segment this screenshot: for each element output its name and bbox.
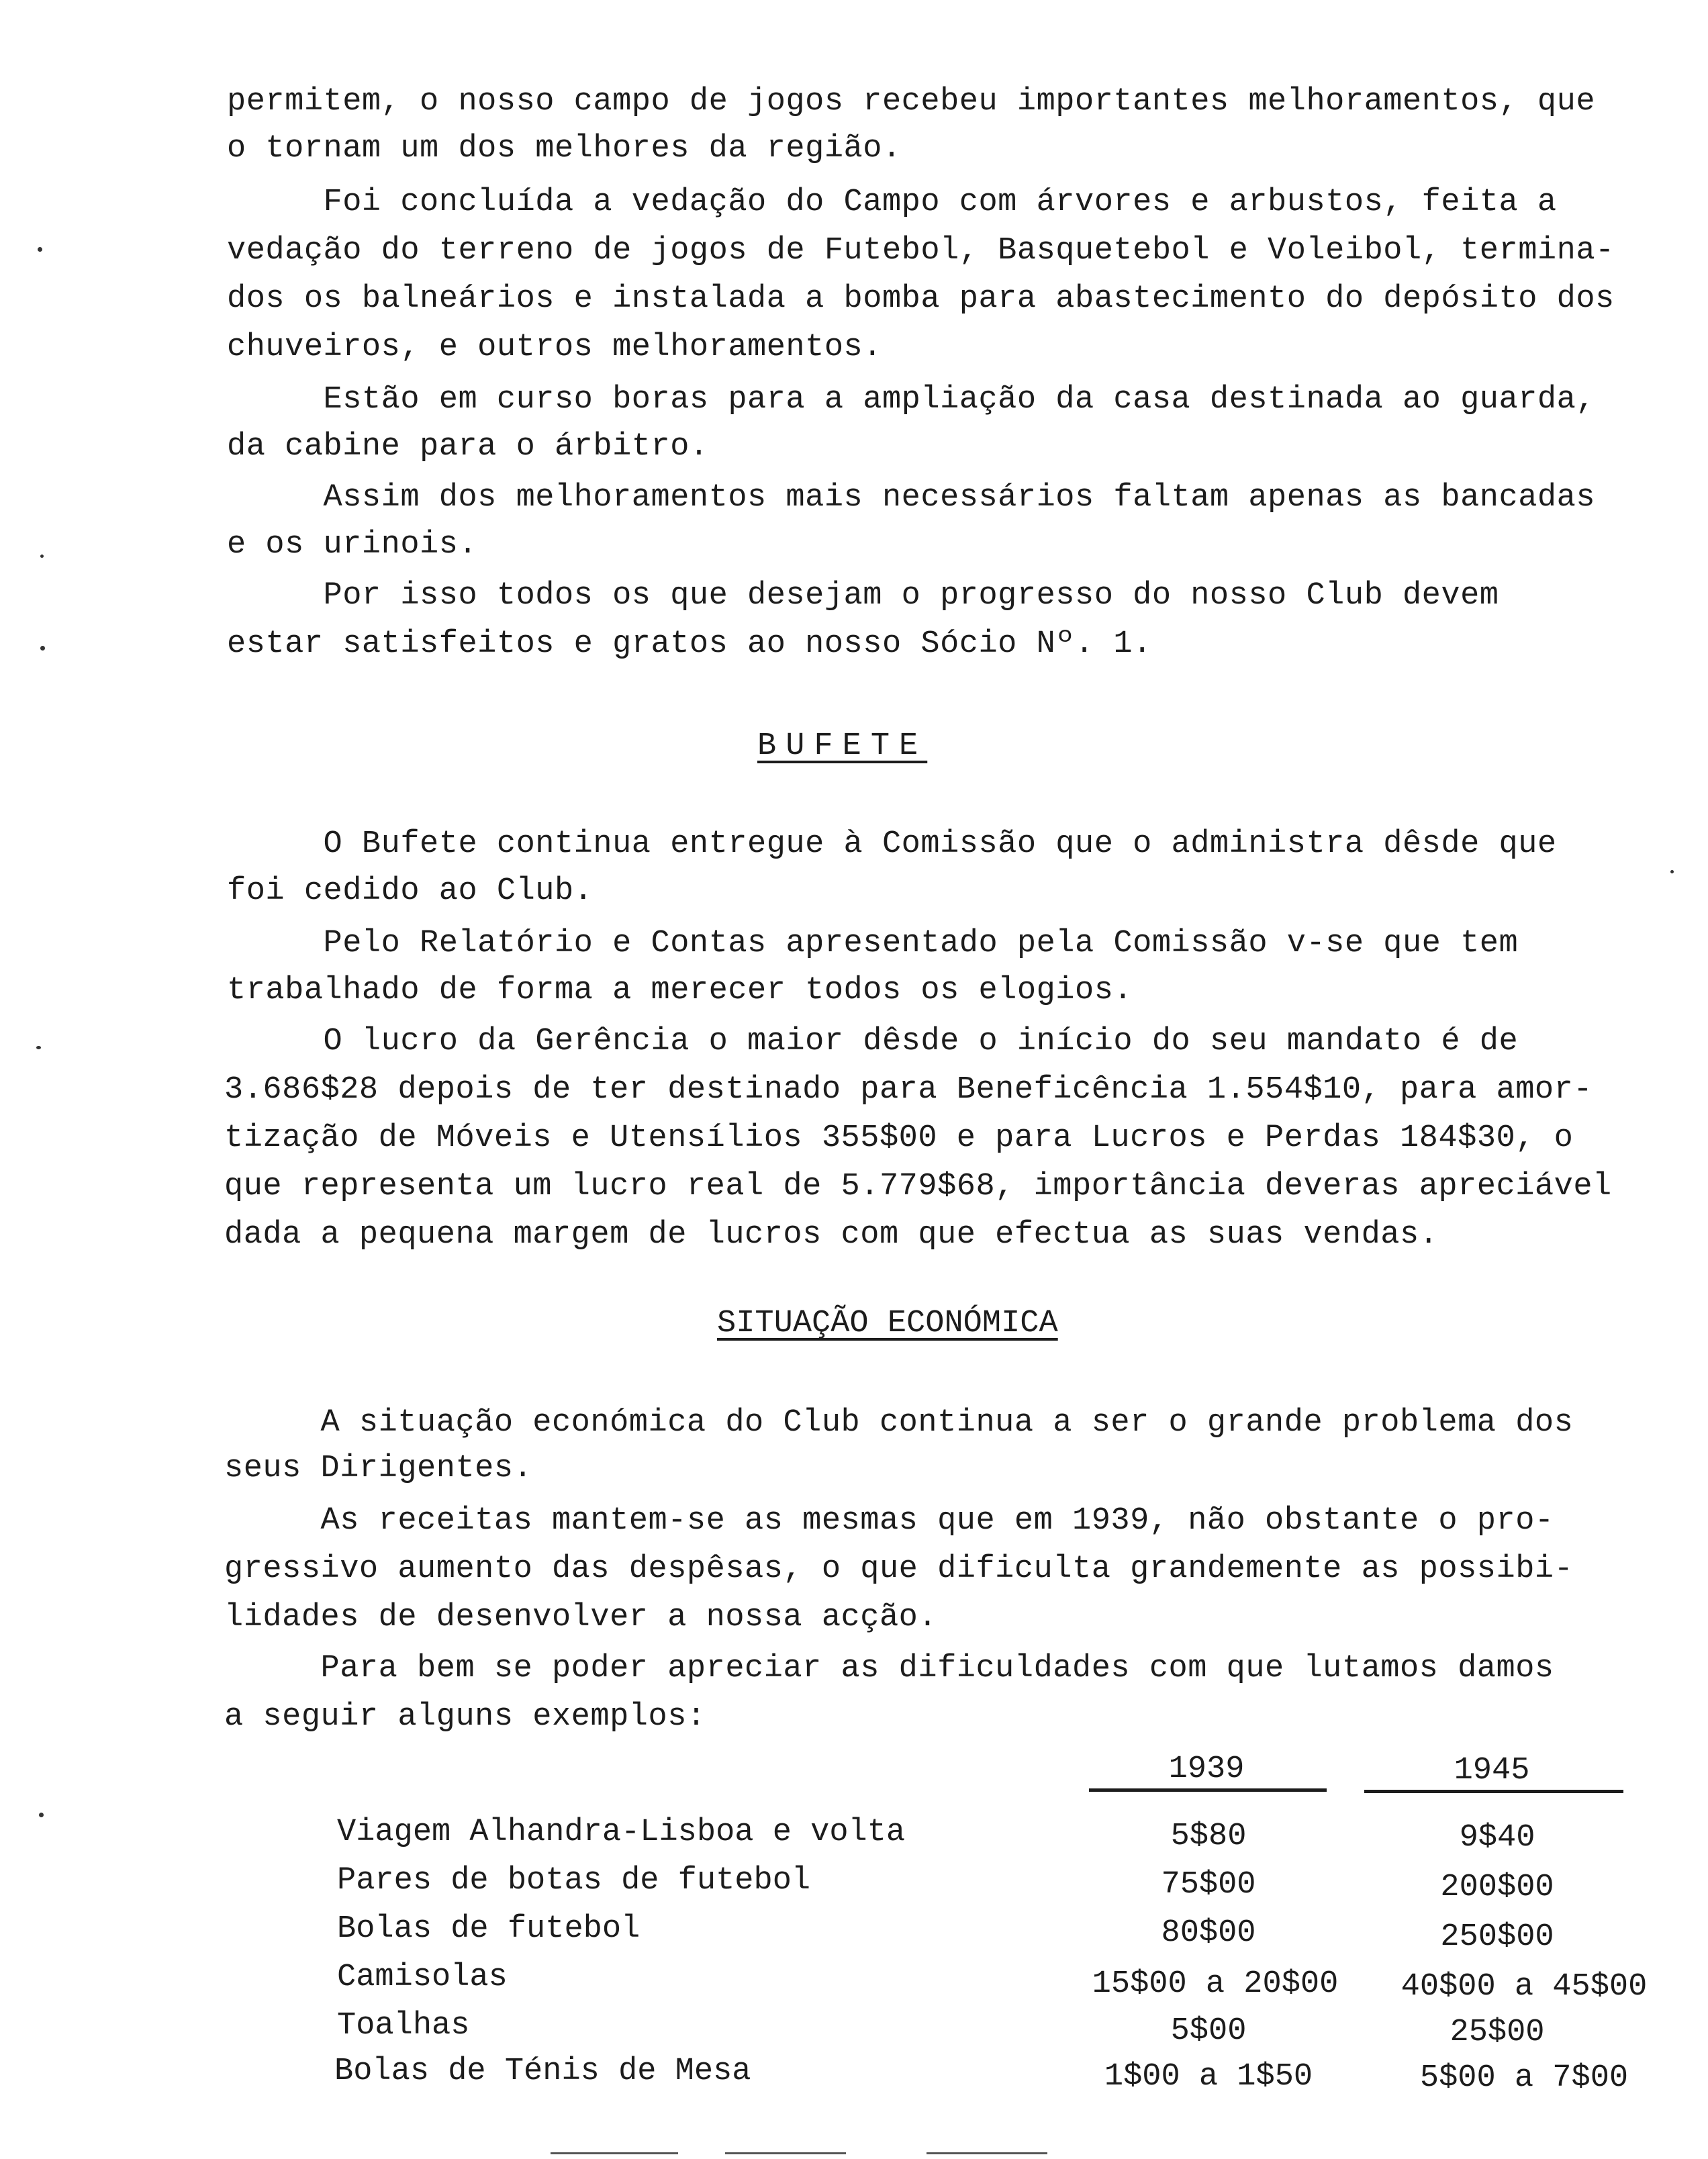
paragraph-line: Pelo Relatório e Contas apresentado pela Comissão v-se que tem (227, 926, 1519, 961)
paragraph-line: o tornam um dos melhores da região. (227, 131, 902, 166)
scan-speck (40, 646, 45, 651)
paragraph-line: estar satisfeitos e gratos ao nosso Sócio Nº. 1. (227, 626, 1152, 662)
paragraph-line: e os urinois. (227, 527, 478, 563)
table-cell-1945: 25$00 (1450, 2015, 1545, 2050)
paragraph-line: A situação económica do Club continua a ser o grande problema dos (224, 1405, 1574, 1441)
table-cell-1945: 250$00 (1440, 1919, 1554, 1955)
table-cell-1945: 200$00 (1440, 1870, 1554, 1905)
paragraph-line: 3.686$28 depois de ter destinado para Beneficência 1.554$10, para amor- (224, 1072, 1593, 1108)
paragraph-line: gressivo aumento das despêsas, o que dificulta grandemente as possibi- (224, 1551, 1574, 1587)
table-cell-1939: 75$00 (1161, 1867, 1256, 1903)
paragraph-line: chuveiros, e outros melhoramentos. (227, 330, 882, 365)
paragraph-line: tização de Móveis e Utensílios 355$00 e para Lucros e Perdas 184$30, o (224, 1120, 1574, 1156)
paragraph-line: Assim dos melhoramentos mais necessários faltam apenas as bancadas (227, 480, 1596, 516)
paragraph-line: foi cedido ao Club. (227, 873, 594, 909)
scan-speck (39, 1813, 44, 1817)
paragraph-line: Estão em curso boras para a ampliação da casa destinada ao guarda, (227, 382, 1596, 418)
table-row-item: Bolas de Ténis de Mesa (334, 2054, 751, 2089)
paragraph-line: As receitas mantem-se as mesmas que em 1939, não obstante o pro- (224, 1503, 1554, 1539)
table-cell-1939: 5$80 (1170, 1819, 1247, 1854)
table-cell-1945: 40$00 a 45$00 (1401, 1969, 1648, 2005)
table-cell-1945: 5$00 a 7$00 (1419, 2060, 1629, 2096)
paragraph-line: Foi concluída a vedação do Campo com árvores e arbustos, feita a (227, 185, 1557, 220)
paragraph-line: O lucro da Gerência o maior dêsde o início do seu mandato é de (227, 1024, 1519, 1059)
table-header-rule (1364, 1790, 1623, 1793)
paragraph-line: dos os balneários e instalada a bomba para abastecimento do depósito dos (227, 281, 1615, 317)
table-cell-1939: 80$00 (1161, 1915, 1256, 1951)
paragraph-line: que representa um lucro real de 5.779$68, importância deveras apreciável (224, 1169, 1612, 1204)
table-row-item: Camisolas (337, 1960, 508, 1995)
paragraph-line: da cabine para o árbitro. (227, 429, 709, 465)
table-row-item: Bolas de futebol (337, 1911, 640, 1947)
paragraph-line: O Bufete continua entregue à Comissão que o administra dêsde que (227, 826, 1557, 862)
paragraph-line: vedação do terreno de jogos de Futebol, Basquetebol e Voleibol, termina- (227, 233, 1615, 269)
table-column-header-1945: 1945 (1454, 1753, 1530, 1788)
paragraph-line: permitem, o nosso campo de jogos recebeu importantes melhoramentos, que (227, 84, 1596, 119)
table-row-item: Pares de botas de futebol (337, 1863, 811, 1899)
paragraph-line: lidades de desenvolver a nossa acção. (224, 1600, 938, 1635)
paragraph-line: seus Dirigentes. (224, 1451, 533, 1486)
paragraph-line: Para bem se poder apreciar as dificuldades com que lutamos damos (224, 1651, 1554, 1686)
scan-speck (38, 247, 42, 252)
scan-speck (40, 555, 44, 558)
table-column-header-1939: 1939 (1168, 1752, 1245, 1787)
table-cell-1939: 15$00 a 20$00 (1092, 1966, 1339, 2002)
bottom-rule (551, 2152, 678, 2154)
table-row-item: Toalhas (337, 2008, 470, 2044)
paragraph-line: Por isso todos os que desejam o progresso do nosso Club devem (227, 578, 1499, 614)
paragraph-line: a seguir alguns exemplos: (224, 1699, 706, 1735)
paragraph-line: dada a pequena margem de lucros com que efectua as suas vendas. (224, 1217, 1439, 1253)
table-cell-1945: 9$40 (1459, 1820, 1535, 1856)
scan-speck (1670, 870, 1674, 873)
table-header-rule (1089, 1788, 1327, 1792)
section-heading-bufete: BUFETE (757, 728, 928, 764)
scan-speck (36, 1046, 41, 1049)
table-row-item: Viagem Alhandra-Lisboa e volta (337, 1815, 906, 1850)
bottom-rule (725, 2152, 846, 2154)
table-cell-1939: 1$00 a 1$50 (1104, 2059, 1313, 2095)
section-heading-situacao: SITUAÇÃO ECONÓMICA (717, 1306, 1058, 1341)
paragraph-line: trabalhado de forma a merecer todos os elogios. (227, 973, 1133, 1008)
bottom-rule (927, 2152, 1047, 2154)
table-cell-1939: 5$00 (1170, 2013, 1247, 2049)
